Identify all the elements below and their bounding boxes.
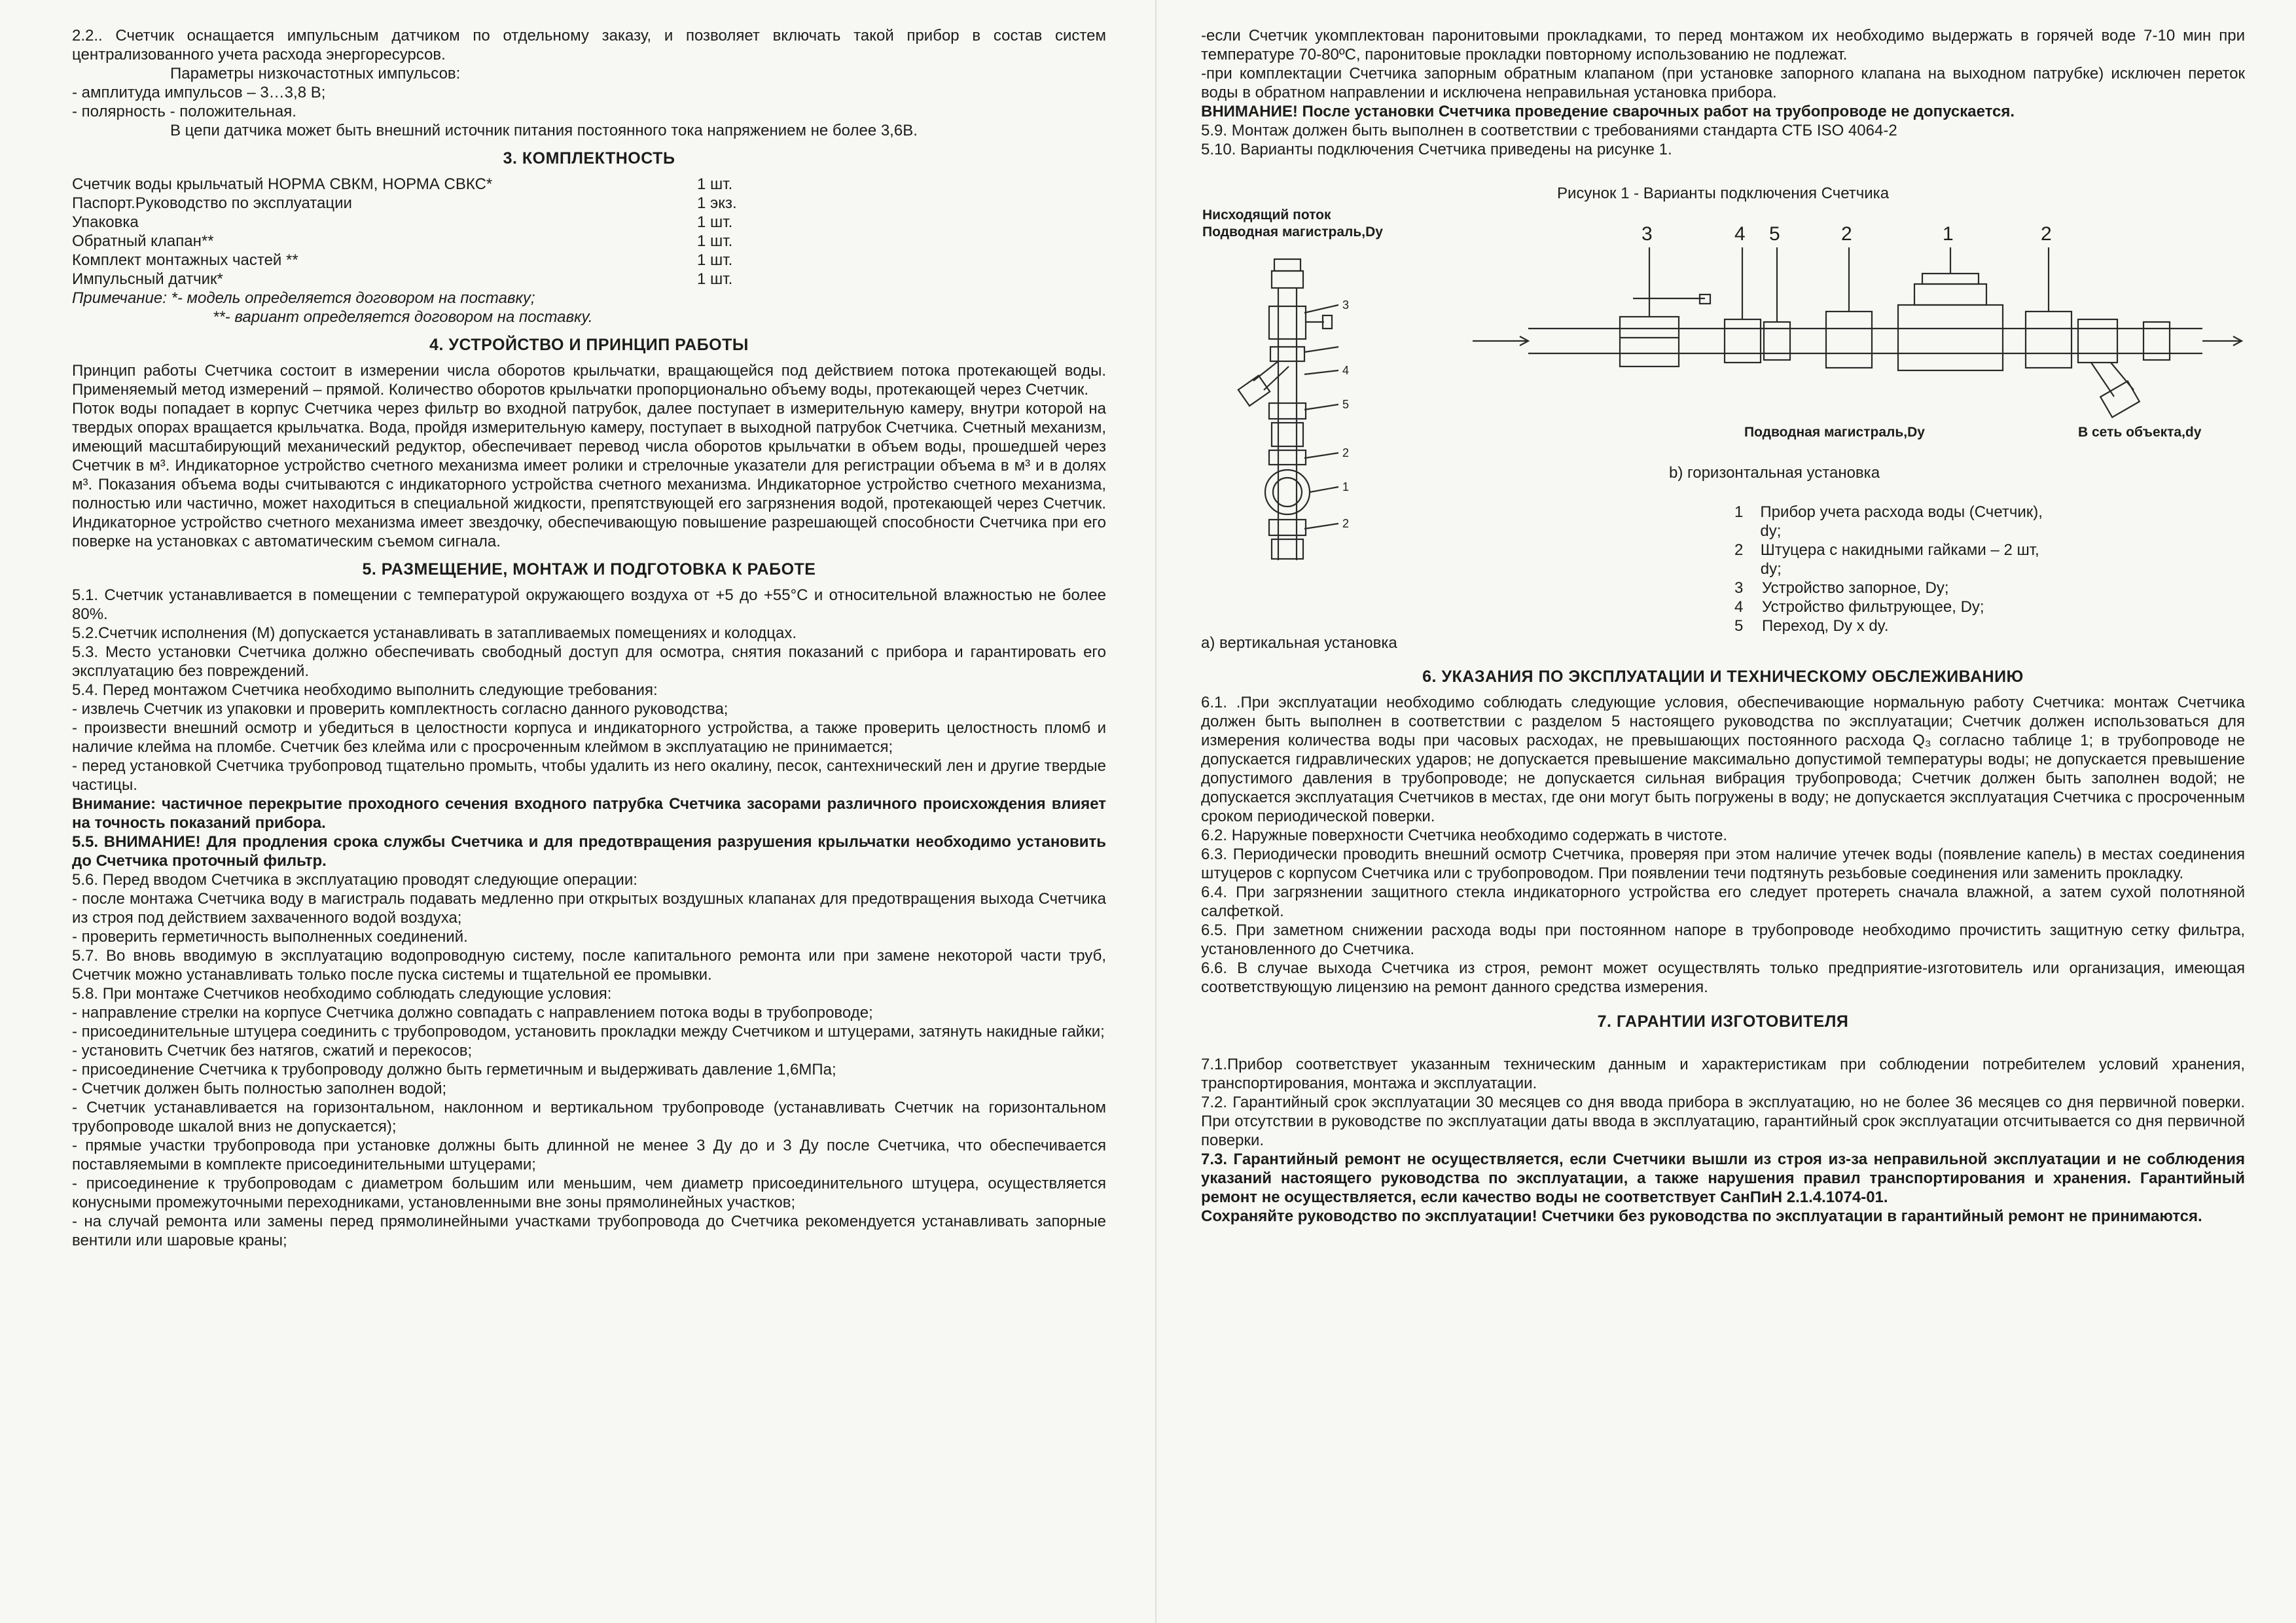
horizontal-installation-drawing — [1473, 247, 2242, 418]
v-callout-2b: 2 — [1342, 517, 1350, 530]
figure-title: Рисунок 1 - Варианты подключения Счетчика — [1556, 185, 1890, 202]
paragraph-6-4: 6.4. При загрязнении защитного стекла индикаторного устройства его следует протереть сначала влажной, а затем сухой полотняной салфеткой. — [1201, 883, 2245, 920]
check-valve-note: -при комплектации Счетчика запорным обратным клапаном (при установке запорного клапана на выходном патрубке) исключен переток воды в обратном направлении и исключена неправильная установка прибора. — [1201, 65, 2245, 101]
paragraph-5-9: 5.9. Монтаж должен быть выполнен в соответствии с требованиями стандарта СТБ ISO 4064-2 — [1201, 122, 1897, 139]
kit-note-2: **- вариант определяется договором на поставку. — [213, 308, 593, 326]
paragraph-5-8g: - прямые участки трубопровода при установке должны быть длинной не менее 3 Ду до и 3 Ду после Счетчика, что обеспечивается поставляемыми в комплекте присоединительными штуцерами; — [72, 1137, 1106, 1173]
paragraph-5-8h: - присоединение к трубопроводам с диаметром большим или меньшим, чем диаметр присоединительного штуцера, осуществляется конусными промежуточными переходниками, установленными вне зоны прямолинейных участков; — [72, 1175, 1106, 1211]
paragraph-5-5: 5.5. ВНИМАНИЕ! Для продления срока службы Счетчика и для предотвращения разрушения крыльчатки необходимо установить до Счетчика проточный фильтр. — [72, 833, 1106, 870]
paragraph-5-8: 5.8. При монтаже Счетчиков необходимо соблюдать следующие условия: — [72, 985, 612, 1003]
kit-item: Комплект монтажных частей ** 1 шт. — [72, 251, 733, 269]
paragraph-5-8f: - Счетчик устанавливается на горизонтальном, наклонном и вертикальном трубопроводе (устанавливать Счетчик на горизонтальном трубопроводе шкалой вниз не допускается); — [72, 1099, 1106, 1135]
connection-figure — [1201, 207, 2245, 658]
section-5-heading: 5. РАЗМЕЩЕНИЕ, МОНТАЖ И ПОДГОТОВКА К РАБОТЕ — [362, 560, 816, 579]
kit-item: Паспорт.Руководство по эксплуатации 1 экз. — [72, 194, 737, 212]
legend-item: 5 Переход, Dy x dy. — [1734, 617, 1889, 635]
section-6-heading: 6. УКАЗАНИЯ ПО ЭКСПЛУАТАЦИИ И ТЕХНИЧЕСКОМУ ОБСЛЕЖИВАНИЮ — [1422, 668, 2024, 686]
paragraph-5-1: 5.1. Счетчик устанавливается в помещении с температурой окружающего воздуха от +5 до +55°С и относительной влажностью не более 80%. — [72, 586, 1106, 623]
paragraph-7-2: 7.2. Гарантийный срок эксплуатации 30 месяцев со дня ввода прибора в эксплуатацию, но не более 36 месяцев со дня первичной поверки. При отсутствии в руководстве по эксплуатации даты ввода в эксплуатацию, гарантийный срок эксплуатации отсчитывается со дня первичной поверки. — [1201, 1094, 2245, 1149]
v-callout-2a: 2 — [1342, 446, 1350, 459]
left-page — [72, 26, 1106, 1250]
paragraph-4a: Принцип работы Счетчика состоит в измерении числа оборотов крыльчатки, вращающейся под действием потока протекающей воды. Применяемый метод измерений – прямой. Количество оборотов крыльчатки пропорционально объему воды, протекающей через Счетчик. — [72, 362, 1106, 399]
paragraph-2-2: 2.2.. Счетчик оснащается импульсным датчиком по отдельному заказу, и позволяет включать такой прибор в состав систем централизованного учета расхода энергоресурсов. — [72, 27, 1106, 63]
vertical-main-label: Подводная магистраль,Dy — [1202, 224, 1383, 240]
kit-item: Упаковка 1 шт. — [72, 213, 733, 231]
v-callout-5: 5 — [1342, 398, 1350, 411]
vertical-installation-drawing — [1238, 259, 1338, 560]
paragraph-7-1: 7.1.Прибор соответствует указанным техническим данным и характеристикам при соблюдении потребителем условий хранения, транспортирования, монтажа и эксплуатации. — [1201, 1056, 2245, 1092]
h-callout-4: 4 — [1734, 223, 1746, 245]
vertical-flow-label: Нисходящий поток — [1202, 207, 1331, 223]
figure-legend — [1734, 503, 2049, 635]
paragraph-6-5: 6.5. При заметном снижении расхода воды при постоянном напоре в трубопроводе необходимо прочистить защитную сетку фильтра, установленного до Счетчика. — [1201, 921, 2245, 958]
legend-item: 1 Прибор учета расхода воды (Счетчик), dy; — [1734, 503, 2043, 540]
paragraph-5-10: 5.10. Варианты подключения Счетчика приведены на рисунке 1. — [1201, 141, 1672, 158]
paragraph-5-2: 5.2.Счетчик исполнения (М) допускается устанавливать в затапливаемых помещениях и колодцах. — [72, 624, 797, 642]
section-7-heading: 7. ГАРАНТИИ ИЗГОТОВИТЕЛЯ — [1597, 1012, 1849, 1031]
attention-note: Внимание: частичное перекрытие проходного сечения входного патрубка Счетчика засорами различного происхождения влияет на точность показаний прибора. — [72, 795, 1106, 832]
v-callout-4: 4 — [1342, 364, 1350, 377]
v-callout-3: 3 — [1342, 298, 1350, 312]
paragraph-5-6a: - после монтажа Счетчика воду в магистраль подавать медленно при открытых воздушных клапанах для предотвращения выхода Счетчика из строя под действием захваченного водой воздуха; — [72, 890, 1106, 927]
paragraph-5-7: 5.7. Во вновь вводимую в эксплуатацию водопроводную систему, после капитального ремонта или при замене некоторой части труб, Счетчик можно устанавливать только после пуска системы и тщательной ее промывки. — [72, 947, 1106, 984]
legend-item: 2 Штуцера с накидными гайками – 2 шт, dy; — [1734, 541, 2039, 578]
h-callout-3: 3 — [1641, 223, 1653, 245]
pulse-power-note: В цепи датчика может быть внешний источник питания постоянного тока напряжением не более 3,6В. — [170, 122, 918, 139]
horizontal-main-label: Подводная магистраль,Dy — [1744, 425, 1925, 440]
paragraph-5-6b: - проверить герметичность выполненных соединений. — [72, 928, 468, 946]
paragraph-5-4c: - перед установкой Счетчика трубопровод тщательно промыть, чтобы удалить из него окалину, песок, сантехнический лен и другие твердые частицы. — [72, 757, 1106, 794]
welding-warning: ВНИМАНИЕ! После установки Счетчика проведение сварочных работ на трубопроводе не допускается. — [1201, 103, 2015, 120]
h-callout-1: 1 — [1943, 223, 1954, 245]
page-fold-line — [1155, 0, 1157, 1623]
section-3-heading: 3. КОМПЛЕКТНОСТЬ — [503, 149, 675, 168]
paragraph-6-3: 6.3. Периодически проводить внешний осмотр Счетчика, проверяя при этом наличие утечек воды (появление капель) в местах соединения штуцеров с корпусом Счетчика или с трубопроводом. При появлении течи подтянуть резьбовые соединения или заменить прокладку. — [1201, 846, 2245, 882]
vertical-caption: а) вертикальная установка — [1201, 634, 1397, 652]
h-callout-2a: 2 — [1841, 223, 1852, 245]
paragraph-5-4: 5.4. Перед монтажом Счетчика необходимо выполнить следующие требования: — [72, 681, 658, 699]
paragraph-5-8i: - на случай ремонта или замены перед прямолинейными участками трубопровода до Счетчика рекомендуется устанавливать запорные вентили или шаровые краны; — [72, 1213, 1106, 1249]
horizontal-out-label: В сеть объекта,dy — [2078, 425, 2202, 440]
paragraph-5-8c: - установить Счетчик без натягов, сжатий и перекосов; — [72, 1042, 473, 1060]
paragraph-6-6: 6.6. В случае выхода Счетчика из строя, ремонт может осуществлять только предприятие-изготовитель или организация, имеющая соответствующую лицензию на ремонт данного средства измерения. — [1201, 959, 2245, 996]
paragraph-5-4a: - извлечь Счетчик из упаковки и проверить комплектность согласно данного руководства; — [72, 700, 728, 718]
kit-list — [72, 175, 1106, 289]
keep-manual-note: Сохраняйте руководство по эксплуатации! Счетчики без руководства по эксплуатации в гарантийный ремонт не принимаются. — [1201, 1207, 2202, 1225]
legend-item: 4 Устройство фильтрующее, Dy; — [1734, 598, 1984, 616]
legend-item: 3 Устройство запорное, Dy; — [1734, 579, 1949, 597]
paragraph-7-3: 7.3. Гарантийный ремонт не осуществляется, если Счетчики вышли из строя из-за неправильной эксплуатации и не соблюдения указаний настоящего руководства по эксплуатации, а также нарушения правил транспортирования и хранения. Гарантийный ремонт не осуществляется, если качество воды не соответствует СанПиН 2.1.4.1074-01. — [1201, 1150, 2245, 1206]
paragraph-5-6: 5.6. Перед вводом Счетчика в эксплуатацию проводят следующие операции: — [72, 871, 637, 889]
paragraph-5-8e: - Счетчик должен быть полностью заполнен водой; — [72, 1080, 447, 1097]
section-4-heading: 4. УСТРОЙСТВО И ПРИНЦИП РАБОТЫ — [429, 336, 749, 354]
paragraph-4b: Поток воды попадает в корпус Счетчика через фильтр во входной патрубок, далее поступает в измерительную камеру, внутри которой на твердых опорах вращается крыльчатка. Вода, пройдя измерительную камеру, поступает в выходной патрубок Счетчика. Счетный механизм, имеющий масштабирующий механический редуктор, обеспечивает перевод числа оборотов крыльчатки в объем воды, прошедшей через Счетчик в м³. Индикаторное устройство счетного механизма имеет ролики и стрелочные указатели для регистрации объема в м³ и в долях м³. Показания объема воды считываются с индикаторного устройства счетного механизма. Индикаторное устройство счетного механизма, полностью или частично, может находиться в специальной жидкости, препятствующей его загрязнения водой, протекающей через Счетчик. Индикаторное устройство счетного механизма имеет звездочку, обеспечивающую повышение разрешающей способности Счетчика при его поверке на установках с автоматическим съемом сигнала. — [72, 400, 1106, 550]
pulse-amplitude: - амплитуда импульсов – 3…3,8 В; — [72, 84, 326, 101]
pulse-polarity: - полярность - положительная. — [72, 103, 296, 120]
v-callout-1: 1 — [1342, 480, 1350, 493]
paragraph-6-1: 6.1. .При эксплуатации необходимо соблюдать следующие условия, обеспечивающие нормальную работу Счетчика: монтаж Счетчика должен быть выполнен в соответствии с разделом 5 настоящего руководства по эксплуатации; Счетчик должен использоваться для измерения количества воды при часовых расходах, не превышающих постоянного расхода Q₃ согласно таблице 1; в трубопроводе не допускается гидравлических ударов; не допускается превышение максимально допустимой температуры воды; не допускается превышение допустимого давления в трубопроводе; не допускается сильная вибрация трубопровода; Счетчик должен быть заполнен водой; не допускается эксплуатация Счетчиков в местах, где они могут быть погружены в воду; не допускается эксплуатация Счетчика с просроченным сроком периодической поверки. — [1201, 694, 2245, 825]
paragraph-5-3: 5.3. Место установки Счетчика должно обеспечивать свободный доступ для осмотра, снятия показаний с прибора и гарантировать его эксплуатацию без повреждений. — [72, 643, 1106, 680]
paragraph-5-4b: - произвести внешний осмотр и убедиться в целостности корпуса и индикаторного устройства, а также проверить целостность пломб и наличие клейма на пломбе. Счетчик без клейма или с просроченным клеймом в эксплуатацию не принимается; — [72, 719, 1106, 756]
h-callout-2b: 2 — [2041, 223, 2052, 245]
paragraph-6-2: 6.2. Наружные поверхности Счетчика необходимо содержать в чистоте. — [1201, 827, 1728, 844]
kit-item: Обратный клапан** 1 шт. — [72, 232, 733, 250]
paragraph-5-8b: - присоединительные штуцера соединить с трубопроводом, установить прокладки между Счетчиком и штуцерами, затянуть накидные гайки; — [72, 1023, 1105, 1041]
kit-item: Импульсный датчик* 1 шт. — [72, 270, 733, 288]
horizontal-caption: b) горизонтальная установка — [1669, 464, 1880, 482]
paragraph-5-8a: - направление стрелки на корпусе Счетчика должно совпадать с направлением потока воды в трубопроводе; — [72, 1004, 873, 1022]
right-page — [1201, 26, 2245, 1226]
paragraph-5-8d: - присоединение Счетчика к трубопроводу должно быть герметичным и выдерживать давление 1,6МПа; — [72, 1061, 836, 1079]
kit-note-1: Примечание: *- модель определяется договором на поставку; — [72, 289, 535, 307]
h-callout-5: 5 — [1769, 223, 1780, 245]
gasket-note: -если Счетчик укомплектован паронитовыми прокладками, то перед монтажом их необходимо выдержать в горячей воде 7-10 мин при температуре 70-80ºС, паронитовые прокладки повторному использованию не подлежат. — [1201, 27, 2245, 63]
kit-item: Счетчик воды крыльчатый НОРМА СВКМ, НОРМА СВКС* 1 шт. — [72, 175, 733, 193]
pulse-params-title: Параметры низкочастотных импульсов: — [170, 65, 461, 82]
